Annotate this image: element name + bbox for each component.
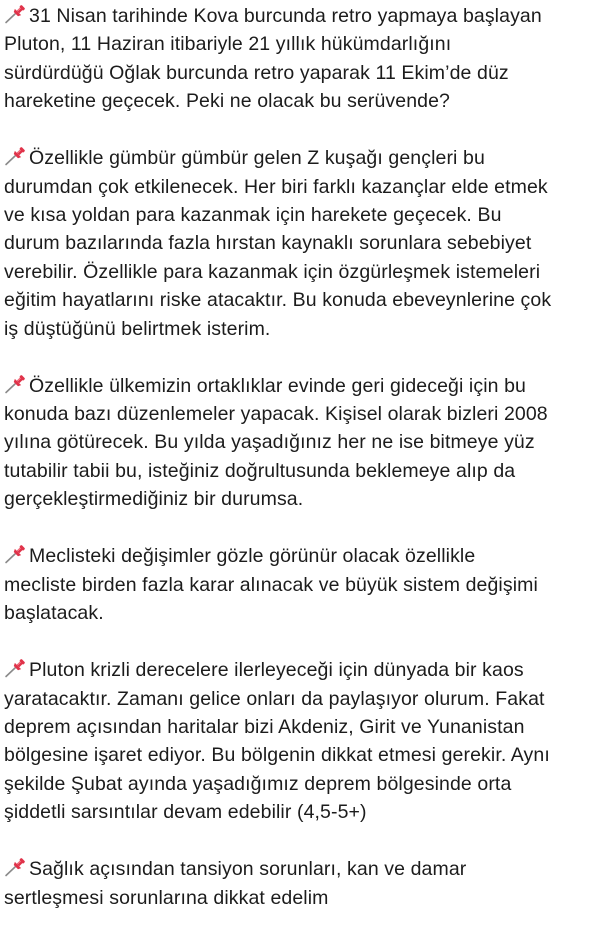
line: konuda bazı düzenlemeler yapacak. Kişisel olarak bizleri 2008 <box>4 403 548 426</box>
line: eğitim hayatlarını riske atacaktır. Bu konuda ebeveynlerine çok <box>4 289 552 312</box>
line: sertleşmesi sorunlarına dikkat edelim <box>4 886 329 909</box>
pushpin-icon <box>4 4 28 24</box>
line: iş düştüğünü belirtmek isterim. <box>4 317 271 340</box>
pushpin-icon <box>4 544 28 564</box>
line: ve kısa yoldan para kazanmak için harekete geçecek. Bu <box>4 204 502 227</box>
line: şekilde Şubat ayında yaşadığımız deprem bölgesinde orta <box>4 772 512 795</box>
pushpin-icon <box>4 374 28 394</box>
line: Özellikle ülkemizin ortaklıklar evinde geri gideceği için bu <box>29 374 526 397</box>
line: başlatacak. <box>4 602 104 625</box>
line: Pluton krizli derecelere ilerleyeceği için dünyada bir kaos <box>29 659 524 682</box>
paragraph-partnerships <box>4 372 598 514</box>
line: Pluton, 11 Haziran itibariyle 21 yıllık hükümdarlığını <box>4 33 452 56</box>
line: yaratacaktır. Zamanı gelice onları da paylaşıyor olurum. Fakat <box>4 687 545 710</box>
paragraph-retro-start <box>4 2 598 116</box>
paragraph-parliament <box>4 542 598 627</box>
line: Meclisteki değişimler gözle görünür olacak özellikle <box>29 545 476 568</box>
line: deprem açısından haritalar bizi Akdeniz, Girit ve Yunanistan <box>4 715 525 738</box>
post-body <box>4 2 598 941</box>
line: verebilir. Özellikle para kazanmak için özgürleşmek istemeleri <box>4 260 541 283</box>
line: 31 Nisan tarihinde Kova burcunda retro yapmaya başlayan <box>29 5 542 27</box>
line: durum bazılarında fazla hırstan kaynaklı sorunlara sebebiyet <box>4 232 532 255</box>
paragraph-earthquake <box>4 656 598 826</box>
pushpin-icon <box>4 146 28 166</box>
line: mecliste birden fazla karar alınacak ve büyük sistem değişimi <box>4 573 538 596</box>
line: hareketine geçecek. Peki ne olacak bu serüvende? <box>4 90 451 113</box>
line: sürdürdüğü Oğlak burcunda retro yaparak 11 Ekim’de düz <box>4 61 509 84</box>
line: Sağlık açısından tansiyon sorunları, kan ve damar <box>29 858 467 881</box>
line: şiddetli sarsıntılar devam edebilir (4,5-5+) <box>4 801 367 824</box>
pushpin-icon <box>4 857 28 877</box>
line: bölgesine işaret ediyor. Bu bölgenin dikkat etmesi gerekir. Aynı <box>4 744 550 767</box>
line: Özellikle gümbür gümbür gelen Z kuşağı gençleri bu <box>29 147 485 170</box>
line: yılına götürecek. Bu yılda yaşadığınız her ne ise bitmeye yüz <box>4 431 535 454</box>
line: durumdan çok etkilenecek. Her biri farklı kazançlar elde etmek <box>4 175 548 198</box>
paragraph-z-generation <box>4 144 598 343</box>
line: gerçekleştirmediğiniz bir durumsa. <box>4 488 304 511</box>
line: tutabilir tabii bu, isteğiniz doğrultusunda beklemeye alıp da <box>4 459 516 482</box>
pushpin-icon <box>4 658 28 678</box>
paragraph-health <box>4 855 598 912</box>
